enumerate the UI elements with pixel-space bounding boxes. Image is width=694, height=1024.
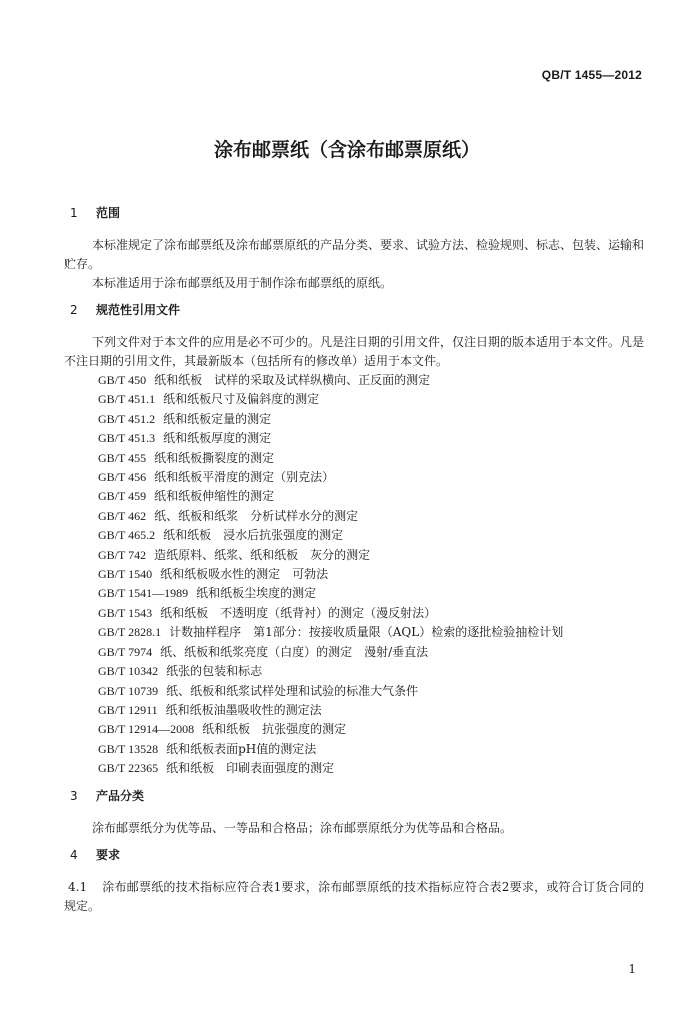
paragraph: 本标准适用于涂布邮票纸及用于制作涂布邮票纸的原纸。	[92, 276, 393, 290]
reference-title: 纸和纸板尺寸及偏斜度的测定	[163, 392, 320, 407]
paragraph: 本标准规定了涂布邮票纸及涂布邮票原纸的产品分类、要求、试验方法、检验规则、标志、包装、运输和贮存。	[64, 238, 645, 271]
reference-item	[64, 565, 644, 584]
section-number: 1	[70, 206, 78, 220]
section-number: 2	[70, 303, 78, 317]
reference-code: GB/T 465.2	[98, 528, 156, 543]
page-number: 1	[628, 962, 636, 976]
reference-item	[64, 604, 644, 623]
reference-code: GB/T 12911	[98, 702, 158, 717]
reference-code: GB/T 7974	[98, 644, 153, 659]
reference-title: 纸张的包装和标志	[166, 664, 263, 679]
reference-title: 纸和纸板伸缩性的测定	[154, 489, 275, 504]
reference-item	[64, 623, 644, 642]
reference-code: GB/T 450	[98, 373, 147, 387]
section-heading-scope	[64, 204, 644, 223]
clause-4-1	[64, 878, 644, 916]
reference-item	[64, 487, 644, 506]
reference-code: GB/T 451.3	[98, 431, 156, 446]
reference-title: 纸和纸板 印刷表面强度的测定	[166, 761, 335, 776]
reference-item	[64, 584, 644, 603]
section-title: 要求	[96, 847, 121, 862]
reference-item	[64, 643, 644, 662]
standard-code: QB/T 1455—2012	[541, 68, 642, 82]
reference-item	[64, 449, 644, 468]
reference-title: 纸和纸板油墨吸收性的测定法	[165, 702, 322, 717]
section-title: 规范性引用文件	[96, 303, 181, 317]
clause-number: 4.1	[68, 879, 88, 894]
reference-code: GB/T 462	[98, 508, 147, 523]
reference-title: 纸和纸板 试样的采取及试样纵横向、正反面的测定	[154, 373, 431, 387]
reference-code: GB/T 451.1	[98, 392, 156, 407]
section-heading-classification	[64, 787, 644, 806]
reference-item	[64, 429, 644, 448]
reference-title: 纸、纸板和纸浆亮度（白度）的测定 漫射/垂直法	[160, 644, 429, 659]
clause-text: 涂布邮票纸的技术指标应符合表1要求，涂布邮票原纸的技术指标应符合表2要求，或符合订货合同的规定。	[64, 879, 644, 913]
section-number: 4	[70, 847, 78, 862]
reference-code: GB/T 451.2	[98, 411, 156, 426]
reference-title: 纸和纸板 抗张强度的测定	[202, 722, 347, 737]
reference-code: GB/T 22365	[98, 761, 159, 776]
reference-code: GB/T 1540	[98, 567, 153, 582]
paragraph: 涂布邮票纸分为优等品、一等品和合格品；涂布邮票原纸分为优等品和合格品。	[92, 820, 513, 835]
reference-code: GB/T 459	[98, 489, 147, 504]
reference-title: 纸和纸板 不透明度（纸背衬）的测定（漫反射法）	[160, 605, 437, 620]
reference-list	[64, 371, 644, 779]
paragraph: 下列文件对于本文件的应用是必不可少的。凡是注日期的引用文件，仅注日期的版本适用于本文件。凡是不注日期的引用文件，其最新版本（包括所有的修改单）适用于本文件。	[64, 335, 645, 368]
reference-item	[64, 546, 644, 565]
reference-title: 纸和纸板 浸水后抗张强度的测定	[163, 528, 344, 543]
reference-title: 造纸原料、纸浆、纸和纸板 灰分的测定	[154, 547, 371, 562]
reference-item	[64, 701, 644, 720]
reference-code: GB/T 456	[98, 470, 147, 485]
reference-code: GB/T 13528	[98, 741, 159, 756]
reference-item	[64, 662, 644, 681]
reference-item	[64, 720, 644, 739]
reference-title: 纸、纸板和纸浆 分析试样水分的测定	[154, 508, 359, 523]
reference-title: 纸和纸板撕裂度的测定	[154, 450, 275, 465]
section-heading-requirements	[64, 846, 644, 865]
reference-item	[64, 682, 644, 701]
reference-code: GB/T 1543	[98, 605, 153, 620]
reference-title: 纸和纸板定量的测定	[163, 411, 272, 426]
reference-code: GB/T 12914—2008	[98, 722, 195, 737]
reference-item	[64, 390, 644, 409]
section-title: 范围	[96, 206, 121, 220]
reference-code: GB/T 10342	[98, 664, 159, 679]
reference-item	[64, 371, 644, 390]
reference-item	[64, 759, 644, 778]
reference-title: 计数抽样程序 第1部分：按接收质量限（AQL）检索的逐批检验抽检计划	[169, 625, 564, 640]
reference-title: 纸和纸板吸水性的测定 可勃法	[160, 567, 329, 582]
reference-item	[64, 468, 644, 487]
reference-item	[64, 410, 644, 429]
reference-item	[64, 507, 644, 526]
reference-code: GB/T 1541—1989	[98, 586, 189, 601]
reference-title: 纸和纸板尘埃度的测定	[196, 586, 317, 601]
reference-code: GB/T 455	[98, 450, 147, 465]
reference-title: 纸和纸板厚度的测定	[163, 431, 272, 446]
reference-item	[64, 740, 644, 759]
document-title: 涂布邮票纸（含涂布邮票原纸）	[213, 139, 480, 161]
reference-code: GB/T 10739	[98, 683, 159, 698]
reference-title: 纸和纸板平滑度的测定（别克法）	[154, 470, 335, 485]
reference-code: GB/T 742	[98, 547, 147, 562]
section-title: 产品分类	[96, 788, 145, 803]
reference-item	[64, 526, 644, 545]
section-heading-refs	[64, 301, 644, 320]
reference-title: 纸、纸板和纸浆试样处理和试验的标准大气条件	[166, 683, 419, 698]
document-body	[64, 204, 644, 916]
reference-code: GB/T 2828.1	[98, 625, 162, 640]
section-number: 3	[70, 788, 78, 803]
reference-title: 纸和纸板表面pH值的测定法	[166, 741, 317, 756]
